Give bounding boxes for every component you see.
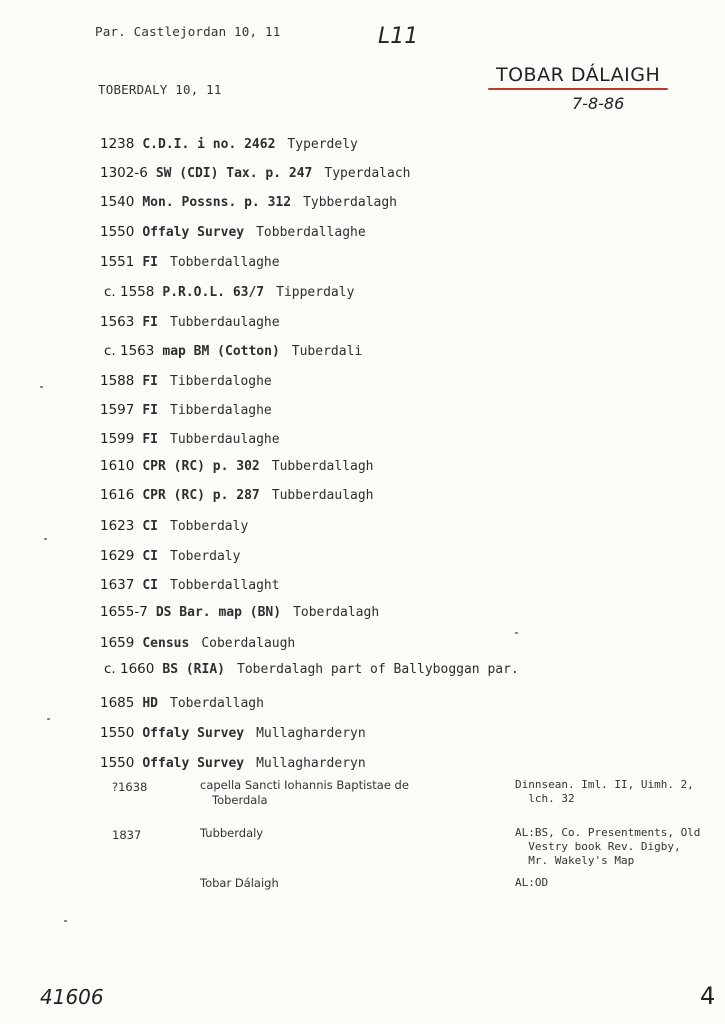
lower-reference: AL:BS, Co. Presentments, Old Vestry book Rev. Digby, Mr. Wakely's Map xyxy=(515,826,701,867)
sheet-code: L11 xyxy=(378,24,419,49)
entry-form: Typerdalach xyxy=(324,166,411,181)
lower-reference: Dinnsean. Iml. II, Uimh. 2, lch. 32 xyxy=(515,778,694,805)
entry-source: map BM (Cotton) xyxy=(162,344,280,359)
lower-form: capella Sancti Iohannis Baptistae de xyxy=(200,778,409,792)
entry-form: Coberdalaugh xyxy=(201,636,296,651)
entry-source: CI xyxy=(142,549,159,564)
entry-row xyxy=(100,695,264,711)
entry-source: SW (CDI) Tax. p. 247 xyxy=(155,166,313,181)
entry-form: Mullagharderyn xyxy=(256,756,366,771)
entry-year: 1629 xyxy=(100,548,135,564)
entry-row xyxy=(100,755,366,771)
entry-source: FI xyxy=(142,255,159,270)
entry-row xyxy=(100,373,272,389)
entry-row xyxy=(100,458,374,474)
entry-form: Tobberdallaghe xyxy=(170,255,280,270)
entry-source: CI xyxy=(142,519,159,534)
entry-year: 1655-7 xyxy=(100,604,148,620)
entry-source: Census xyxy=(142,636,190,651)
margin-speck xyxy=(515,632,518,634)
entry-year: 1238 xyxy=(100,136,135,152)
entry-row xyxy=(100,136,358,152)
entry-source: DS Bar. map (BN) xyxy=(155,605,282,620)
entry-year: 1550 xyxy=(100,224,135,240)
entry-row xyxy=(100,224,366,240)
entry-year: 1616 xyxy=(100,487,135,503)
entry-form: Tobberdaly xyxy=(170,519,249,534)
entry-row xyxy=(100,635,295,651)
entry-year: c. 1660 xyxy=(104,661,155,677)
entry-source: FI xyxy=(142,403,159,418)
file-number: 41606 xyxy=(40,985,104,1009)
margin-speck xyxy=(64,920,67,922)
entry-source: Mon. Possns. p. 312 xyxy=(142,195,292,210)
entry-row xyxy=(100,165,410,181)
lower-form: Tobar Dálaigh xyxy=(200,876,279,890)
entry-row xyxy=(100,402,272,418)
entry-year: 1540 xyxy=(100,194,135,210)
page-number: 4 xyxy=(700,982,716,1010)
entry-year: 1610 xyxy=(100,458,135,474)
entry-year: 1588 xyxy=(100,373,135,389)
entry-row xyxy=(100,548,240,564)
entry-source: BS (RIA) xyxy=(162,662,225,677)
entry-row xyxy=(100,487,374,503)
entry-row xyxy=(100,194,397,210)
lower-year: ?1638 xyxy=(112,780,148,794)
entry-row xyxy=(100,725,366,741)
parish-heading: Par. Castlejordan 10, 11 xyxy=(95,24,281,39)
entry-row xyxy=(104,284,354,300)
entry-form: Typerdely xyxy=(287,137,358,152)
entry-row xyxy=(100,254,280,270)
entry-row xyxy=(104,343,362,359)
entry-form: Tubberdallagh xyxy=(271,459,374,474)
entry-year: 1623 xyxy=(100,518,135,534)
entry-source: CPR (RC) p. 302 xyxy=(142,459,260,474)
entry-year: 1685 xyxy=(100,695,135,711)
entry-form: Tibberdaloghe xyxy=(170,374,272,389)
entry-source: CPR (RC) p. 287 xyxy=(142,488,260,503)
entry-year: 1637 xyxy=(100,577,135,593)
entry-row xyxy=(100,604,379,620)
entry-year: 1659 xyxy=(100,635,135,651)
entry-source: HD xyxy=(142,696,159,711)
entry-source: FI xyxy=(142,374,159,389)
margin-speck xyxy=(47,718,50,720)
lower-form: Tubberdaly xyxy=(200,826,264,840)
entry-form: Mullagharderyn xyxy=(256,726,366,741)
entry-source: P.R.O.L. 63/7 xyxy=(162,285,265,300)
entry-form: Tobberdallaghe xyxy=(256,225,366,240)
entry-year: 1597 xyxy=(100,402,135,418)
entry-form: Tubberdaulaghe xyxy=(170,432,280,447)
entry-year: c. 1563 xyxy=(104,343,155,359)
date-handwritten: 7-8-86 xyxy=(572,94,625,113)
entry-source: Offaly Survey xyxy=(142,225,245,240)
entry-form: Tubberdaulagh xyxy=(271,488,374,503)
entry-row xyxy=(100,577,280,593)
entry-row xyxy=(100,314,280,330)
entry-row xyxy=(104,661,519,677)
entry-form: Tuberdali xyxy=(291,344,363,359)
entry-year: 1550 xyxy=(100,725,135,741)
entry-row xyxy=(100,431,280,447)
lower-reference: AL:OD xyxy=(515,876,549,889)
red-underline xyxy=(488,88,668,90)
entry-source: CI xyxy=(142,578,159,593)
margin-speck xyxy=(44,538,47,540)
entry-form: Tubberdaulaghe xyxy=(170,315,280,330)
entry-year: 1599 xyxy=(100,431,135,447)
entry-source: Offaly Survey xyxy=(142,726,245,741)
entry-source: FI xyxy=(142,315,159,330)
entry-form: Toberdallagh xyxy=(170,696,264,711)
entry-form: Toberdalagh part of Ballyboggan par. xyxy=(237,662,519,677)
entry-form: Tybberdalagh xyxy=(303,195,397,210)
entry-source: FI xyxy=(142,432,159,447)
entry-form: Tipperdaly xyxy=(276,285,355,300)
entry-year: 1551 xyxy=(100,254,135,270)
entry-source: C.D.I. i no. 2462 xyxy=(142,137,276,152)
entry-form: Tibberdalaghe xyxy=(170,403,272,418)
entry-source: Offaly Survey xyxy=(142,756,245,771)
entry-year: 1550 xyxy=(100,755,135,771)
entry-form: Tobberdallaght xyxy=(170,578,280,593)
entry-form: Toberdaly xyxy=(170,549,241,564)
entry-year: c. 1558 xyxy=(104,284,155,300)
irish-name-handwritten: TOBAR DÁLAIGH xyxy=(496,64,661,86)
margin-speck xyxy=(40,386,43,388)
entry-form: Toberdalagh xyxy=(293,605,380,620)
entry-year: 1563 xyxy=(100,314,135,330)
lower-form-continued: Toberdala xyxy=(212,793,268,807)
entry-row xyxy=(100,518,248,534)
townland-heading: TOBERDALY 10, 11 xyxy=(98,82,222,97)
lower-year: 1837 xyxy=(112,828,142,842)
entry-year: 1302-6 xyxy=(100,165,148,181)
